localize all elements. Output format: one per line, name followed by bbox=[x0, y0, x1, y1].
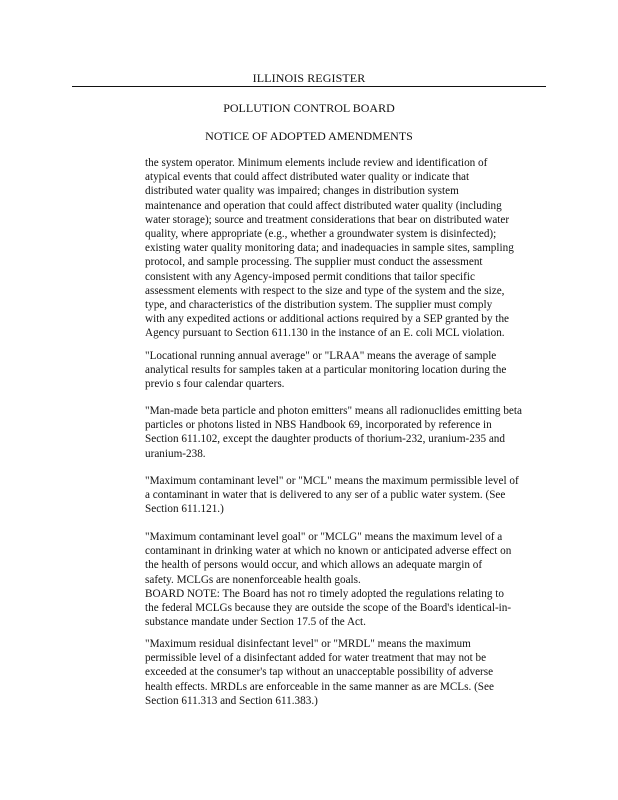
text-line: safety. MCLGs are nonenforceable health goals. bbox=[145, 573, 361, 586]
paragraph-lraa-definition bbox=[145, 349, 545, 392]
text-line: type, and characteristics of the distribution system. The supplier must comply bbox=[145, 299, 493, 312]
paragraph-mclg-definition bbox=[145, 530, 545, 629]
text-line: permissible level of a disinfectant added for water treatment that may not be bbox=[145, 652, 487, 665]
text-line: Section 611.121.) bbox=[145, 503, 224, 516]
notice-title: NOTICE OF ADOPTED AMENDMENTS bbox=[205, 129, 413, 143]
text-line: quality, where appropriate (e.g., whether a groundwater system is disinfected); bbox=[145, 228, 497, 241]
text-line: health effects. MRDLs are enforceable in the same manner as are MCLs. (See bbox=[145, 680, 494, 693]
board-note-line: the federal MCLGs because they are outside the scope of the Board's identical-in- bbox=[145, 602, 512, 615]
board-name: POLLUTION CONTROL BOARD bbox=[223, 101, 395, 115]
header-divider bbox=[72, 86, 546, 87]
paragraph-beta-photon-definition bbox=[145, 404, 545, 461]
text-line: the health of persons would occur, and which allows an adequate margin of bbox=[145, 559, 483, 572]
text-line: exceeded at the consumer's tap without an unacceptable possibility of adverse bbox=[145, 666, 494, 679]
text-line: Agency pursuant to Section 611.130 in the instance of an E. coli MCL violation. bbox=[145, 327, 505, 340]
text-line: "Locational running annual average" or "LRAA" means the average of sample bbox=[145, 350, 497, 362]
text-line: water storage); source and treatment considerations that bear on distributed water bbox=[145, 213, 510, 226]
text-line: with any expedited actions or additional actions required by a SEP granted by the bbox=[145, 313, 510, 326]
text-line: "Maximum contaminant level" or "MCL" means the maximum permissible level of bbox=[145, 475, 519, 487]
text-line: the system operator. Minimum elements include review and identification of bbox=[145, 157, 488, 169]
text-line: existing water quality monitoring data; and inadequacies in sample sites, sampling bbox=[145, 242, 514, 255]
text-line: particles or photons listed in NBS Handbook 69, incorporated by reference in bbox=[145, 419, 492, 432]
register-title: ILLINOIS REGISTER bbox=[252, 71, 366, 85]
text-line: contaminant in drinking water at which no known or anticipated adverse effect on bbox=[145, 545, 512, 558]
text-line: Section 611.313 and Section 611.383.) bbox=[145, 694, 318, 707]
text-line: assessment elements with respect to the size and type of the system and the size, bbox=[145, 284, 505, 297]
text-line: analytical results for samples taken at a particular monitoring location during the bbox=[145, 364, 507, 377]
paragraph-mrdl-definition bbox=[145, 637, 545, 708]
board-note-line: substance mandate under Section 17.5 of the Act. bbox=[145, 616, 366, 629]
board-note-line: BOARD NOTE: The Board has not ro timely adopted the regulations relating to bbox=[145, 587, 504, 600]
text-line: previo s four calendar quarters. bbox=[145, 378, 285, 391]
text-line: "Maximum residual disinfectant level" or "MRDL" means the maximum bbox=[145, 638, 471, 650]
text-line: Section 611.102, except the daughter products of thorium-232, uranium-235 and bbox=[145, 433, 505, 446]
text-line: "Maximum contaminant level goal" or "MCLG" means the maximum level of a bbox=[145, 531, 503, 543]
text-line: "Man-made beta particle and photon emitters" means all radionuclides emitting beta bbox=[145, 405, 522, 417]
paragraph-distribution-assessment bbox=[145, 156, 545, 341]
text-line: atypical events that could affect distributed water quality or indicate that bbox=[145, 171, 470, 184]
text-line: consistent with any Agency-imposed permit conditions that tailor specific bbox=[145, 270, 475, 283]
text-line: a contaminant in water that is delivered to any ser of a public water system. (See bbox=[145, 489, 506, 502]
text-line: distributed water quality was impaired; changes in distribution system bbox=[145, 185, 459, 198]
text-line: protocol, and sample processing. The supplier must conduct the assessment bbox=[145, 256, 483, 269]
text-line: maintenance and operation that could affect distributed water quality (including bbox=[145, 199, 502, 212]
paragraph-mcl-definition bbox=[145, 474, 545, 517]
text-line: uranium-238. bbox=[145, 447, 206, 460]
